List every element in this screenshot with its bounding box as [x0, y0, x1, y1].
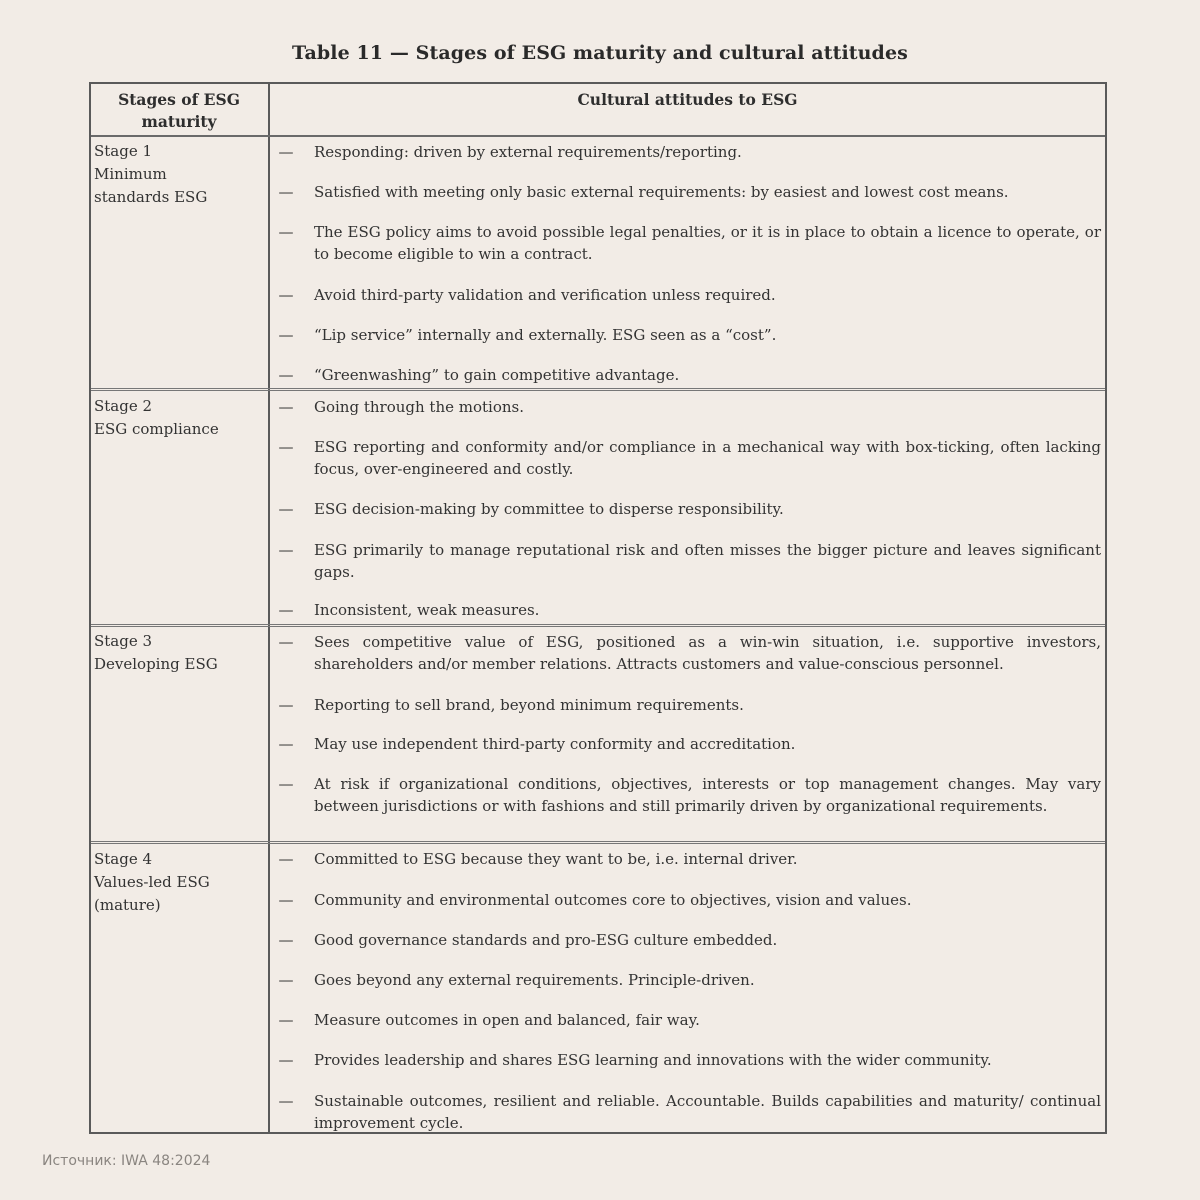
- list-item: — ESG decision-making by committee to disperse responsibility.: [270, 498, 1105, 520]
- bullet-dash: —: [278, 500, 294, 518]
- header-divider: [91, 135, 1105, 137]
- stage-name: Values-led ESG (mature): [94, 873, 210, 914]
- row-divider-stage-3: [91, 624, 1105, 627]
- bullet-dash: —: [278, 1092, 294, 1110]
- stage-name: Minimum standards ESG: [94, 165, 208, 206]
- stage-number: Stage 3: [94, 632, 153, 650]
- list-item: — Good governance standards and pro-ESG culture embedded.: [270, 929, 1105, 951]
- list-item: — “Greenwashing” to gain competitive advantage.: [270, 364, 1105, 386]
- list-item: — Sees competitive value of ESG, positioned as a win-win situation, i.e. supportive investors, shareholders and/or member relations. Attracts customers and value-conscious personnel.: [270, 631, 1105, 675]
- row-divider-stage-4: [91, 841, 1105, 844]
- bullet-dash: —: [278, 143, 294, 161]
- stage-4-label: [94, 848, 264, 917]
- bullet-dash: —: [278, 183, 294, 201]
- stage-2-label: [94, 395, 264, 441]
- list-item: — Going through the motions.: [270, 396, 1105, 418]
- bullet-dash: —: [278, 850, 294, 868]
- bullet-dash: —: [278, 1051, 294, 1069]
- header-stages: Stages of ESG maturity: [118, 90, 240, 131]
- list-item: — Committed to ESG because they want to be, i.e. internal driver.: [270, 848, 1105, 870]
- bullet-dash: —: [278, 971, 294, 989]
- bullet-dash: —: [278, 775, 294, 793]
- list-item: — May use independent third-party conformity and accreditation.: [270, 733, 1105, 755]
- row-divider-stage-2: [91, 388, 1105, 391]
- source-caption: Источник: IWA 48:2024: [42, 1153, 211, 1169]
- header-cultural-attitudes: Cultural attitudes to ESG: [577, 90, 798, 109]
- bullet-dash: —: [278, 633, 294, 651]
- list-item: — Community and environmental outcomes core to objectives, vision and values.: [270, 889, 1105, 911]
- stage-3-label: [94, 630, 264, 676]
- list-item: — At risk if organizational conditions, objectives, interests or top management changes. May vary between jurisdictions or with fashions and still primarily driven by organizational requirements.: [270, 773, 1105, 817]
- bullet-dash: —: [278, 541, 294, 559]
- list-item: — Avoid third-party validation and verification unless required.: [270, 284, 1105, 306]
- list-item: — Reporting to sell brand, beyond minimum requirements.: [270, 694, 1105, 716]
- bullet-dash: —: [278, 366, 294, 384]
- bullet-dash: —: [278, 438, 294, 456]
- list-item: — Satisfied with meeting only basic external requirements: by easiest and lowest cost means.: [270, 181, 1105, 203]
- bullet-dash: —: [278, 398, 294, 416]
- bullet-dash: —: [278, 326, 294, 344]
- bullet-dash: —: [278, 286, 294, 304]
- stage-1-label: [94, 140, 264, 209]
- list-item: — Measure outcomes in open and balanced, fair way.: [270, 1009, 1105, 1031]
- list-item: — Inconsistent, weak measures.: [270, 599, 1105, 621]
- bullet-dash: —: [278, 601, 294, 619]
- list-item: — ESG reporting and conformity and/or compliance in a mechanical way with box-ticking, often lacking focus, over-engineered and costly.: [270, 436, 1105, 480]
- bullet-dash: —: [278, 891, 294, 909]
- list-item: — Goes beyond any external requirements. Principle-driven.: [270, 969, 1105, 991]
- stage-number: Stage 4: [94, 850, 153, 868]
- bullet-dash: —: [278, 931, 294, 949]
- bullet-dash: —: [278, 1011, 294, 1029]
- esg-maturity-table: [89, 82, 1107, 1134]
- bullet-dash: —: [278, 223, 294, 241]
- list-item: — Provides leadership and shares ESG learning and innovations with the wider community.: [270, 1049, 1105, 1071]
- stage-number: Stage 1: [94, 142, 153, 160]
- list-item: — “Lip service” internally and externally. ESG seen as a “cost”.: [270, 324, 1105, 346]
- list-item: — ESG primarily to manage reputational risk and often misses the bigger picture and leaves significant gaps.: [270, 539, 1105, 583]
- stage-name: Developing ESG: [94, 655, 218, 673]
- list-item: — Sustainable outcomes, resilient and reliable. Accountable. Builds capabilities and maturity/ continual improvement cycle.: [270, 1090, 1105, 1134]
- list-item: — Responding: driven by external requirements/reporting.: [270, 141, 1105, 163]
- list-item: — The ESG policy aims to avoid possible legal penalties, or it is in place to obtain a licence to operate, or to become eligible to win a contract.: [270, 221, 1105, 265]
- table-title: Table 11 — Stages of ESG maturity and cultural attitudes: [292, 42, 908, 64]
- stage-name: ESG compliance: [94, 420, 219, 438]
- bullet-dash: —: [278, 696, 294, 714]
- stage-number: Stage 2: [94, 397, 153, 415]
- bullet-dash: —: [278, 735, 294, 753]
